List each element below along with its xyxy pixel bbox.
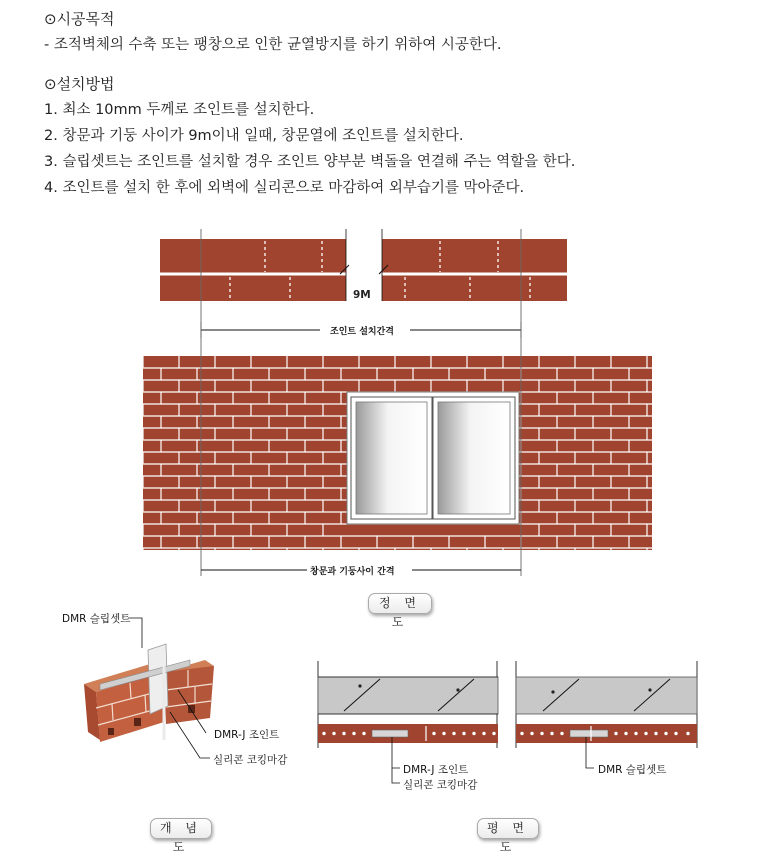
concept-label-caulk: 실리콘 코킹마감 [213, 754, 288, 766]
concept-caption: 개 념 도 [150, 818, 212, 839]
method-step-1: 1. 최소 10mm 두께로 조인트를 설치한다. [44, 102, 315, 118]
method-step-4: 4. 조인트를 설치 한 후에 외벽에 실리콘으로 마감하여 외부습기를 막아준다. [44, 180, 525, 196]
method-step-2: 2. 창문과 기둥 사이가 9m이내 일때, 창문열에 조인트를 설치한다. [44, 128, 464, 144]
purpose-heading: ⊙시공목적 [44, 10, 115, 28]
plan-label-caulk: 실리콘 코킹마감 [403, 779, 478, 791]
plan-section-left [318, 661, 498, 748]
window [347, 392, 519, 524]
front-view-caption: 정 면 도 [368, 593, 432, 614]
window-column-label: 창문과 기둥사이 간격 [307, 564, 398, 577]
window-pane-left [356, 402, 427, 514]
plan-caption: 평 면 도 [477, 818, 539, 839]
method-step-3: 3. 슬립셋트는 조인트를 설치할 경우 조인트 양부분 벽돌을 연결해 주는 역할을 한다. [44, 154, 576, 170]
joint-spacing-label: 조인트 설치간격 [327, 324, 397, 337]
gap-label: 9M [349, 289, 375, 301]
brick-strip-left [160, 239, 346, 301]
method-heading: ⊙설치방법 [44, 75, 115, 93]
front-wall [143, 356, 652, 550]
purpose-text: - 조적벽체의 수축 또는 팽창으로 인한 균열방지를 하기 위하여 시공한다. [44, 37, 502, 53]
brick-strip-right [382, 239, 567, 301]
plan-section-right [516, 661, 697, 748]
concept-label-joint: DMR-J 조인트 [214, 729, 280, 741]
plan-label-joint: DMR-J 조인트 [403, 764, 469, 776]
plan-label-slipset: DMR 슬립셋트 [598, 764, 667, 776]
concept-brick-model [84, 644, 214, 742]
concept-label-slipset: DMR 슬립셋트 [62, 613, 131, 625]
window-pane-right [438, 402, 510, 514]
